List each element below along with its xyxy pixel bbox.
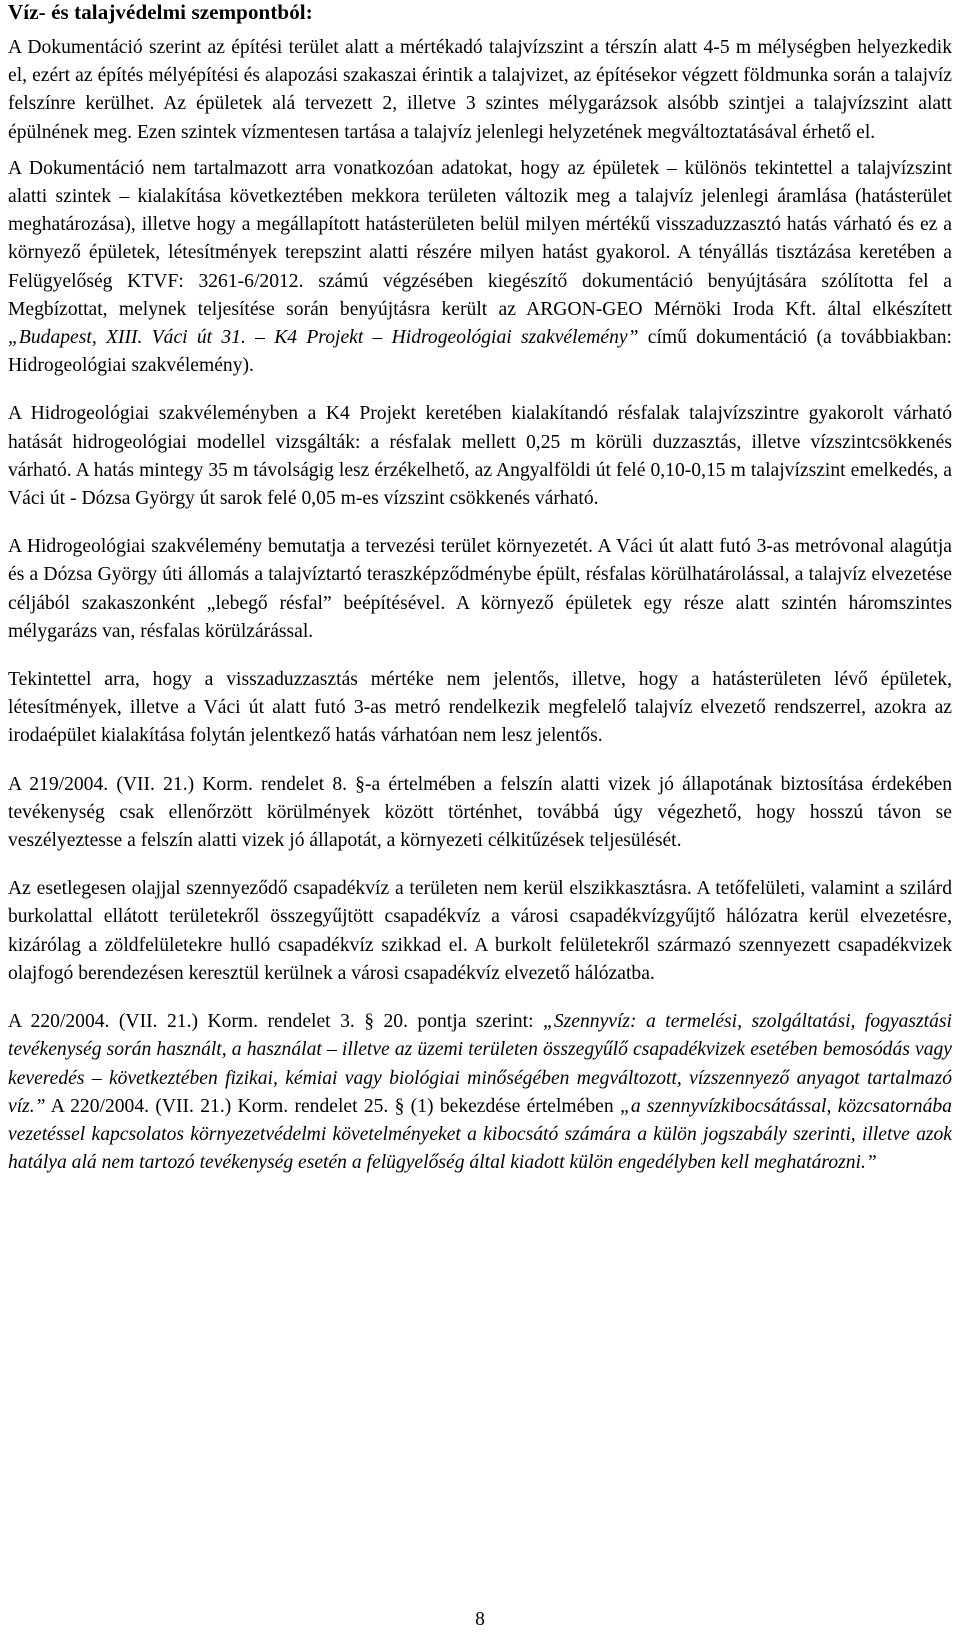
paragraph-groundwater-level: A Dokumentáció szerint az építési terület alatt a mértékadó talajvízszint a térszín alatt 4-5 m mélységben helyezkedik el, ezért az építés mélyépítési és alapozási szakaszai érintik a talajvizet, az építésekor végzett földmunka során a talajvíz felszínre kerülhet. Az épületek alá tervezett 2, illetve 3 szintes mélygarázsok alsóbb szintjei a talajvízszint alatt épülnének meg. Ezen szintek vízmentesen tartása a talajvíz jelenlegi helyzetének megváltoztatásával érhető el. — [8, 37, 952, 143]
definition-quote-italic: „Szennyvíz: a termelési, szolgáltatási, fogyasztási tevékenység során használt, a használat – illetve az üzemi területen összegyűlő csapadékvizek esetében bemosódás vagy keveredés – következtében fizikai, kémiai vagy biológiai minőségében megváltozott, vízszennyező anyagot tartalmazó víz.” — [8, 1011, 952, 1117]
paragraph-text: A 220/2004. (VII. 21.) Korm. rendelet 3. § 20. pontja szerint: — [8, 1011, 543, 1033]
document-title-italic: „Budapest, XIII. Váci út 31. – K4 Projekt – Hidrogeológiai szakvélemény” — [8, 327, 639, 349]
paragraph-hydrogeology-model: A Hidrogeológiai szakvéleményben a K4 Projekt keretében kialakítandó résfalak talajvízszintre gyakorolt várható hatását hidrogeológiai modellel vizsgálták: a résfalak mellett 0,25 m körüli duzzasztás, illetve vízszintcsökkenés várható. A hatás mintegy 35 m távolságig lesz érzékelhető, az Angyalföldi út felé 0,10-0,15 m talajvízszint emelkedés, a Váci út - Dózsa György út sarok felé 0,05 m-es vízszint csökkenés várható. — [8, 403, 952, 510]
page-number: 8 — [475, 1609, 485, 1630]
document-page — [8, 0, 952, 1188]
paragraph-regulation-219: A 219/2004. (VII. 21.) Korm. rendelet 8. §-a értelmében a felszín alatti vizek jó állapotának biztosítása érdekében tevékenység csak ellenőrzött körülmények között történhet, továbbá úgy végezhető, hogy hosszú távon se veszélyeztesse a felszín alatti vizek jó állapotát, a környezeti célkitűzések teljesülését. — [8, 773, 952, 852]
paragraph-environment: A Hidrogeológiai szakvélemény bemutatja a tervezési terület környezetét. A Váci út alatt futó 3-as metróvonal alagútja és a Dózsa György úti állomás a talajvíztartó teraszképződménybe épült, résfalas körülhatárolással, a talajvíz elvezetése céljából szakaszonként „lebegő résfal” beépítésével. A környező épületek egy része alatt szintén háromszintes mélygarázs van, résfalas körülzárással. — [8, 536, 952, 642]
paragraph-text: A Dokumentáció nem tartalmazott arra vonatkozóan adatokat, hogy az épületek – különös tekintettel a talajvízszint alatti szintek – kialakítása következtében mekkora területen változik meg a talajvíz jelenlegi áramlása (hatásterület meghatározása), illetve hogy a megállapított hatásterületen belül milyen mértékű visszaduzzasztó hatás várható és ez a környező épületek, létesítmények terepszint alatti részére milyen hatást gyakorol. A tényállás tisztázása keretében a Felügyelőség KTVF: 3261-6/2012. számú végzésében kiegészítő dokumentáció benyújtására szólította fel a Megbízottat, melynek teljesítése során benyújtásra került az ARGON-GEO Mérnöki Iroda Kft. által elkészített — [8, 157, 952, 320]
paragraph-regulation-220 — [8, 1008, 952, 1177]
paragraph-conclusion: Tekintettel arra, hogy a visszaduzzasztás mértéke nem jelentős, illetve, hogy a hatásterületen lévő épületek, létesítmények, illetve a Váci út alatt futó 3-as metró rendelkezik megfelelő talajvíz elvezető rendszerrel, azokra az irodaépület kialakítása folytán jelentkező hatás várhatóan nem lesz jelentős. — [8, 669, 952, 747]
paragraph-stormwater: Az esetlegesen olajjal szennyeződő csapadékvíz a területen nem kerül elszikkasztásra. A tetőfelületi, valamint a szilárd burkolattal ellátott területekről összegyűjtött csapadékvíz a városi csapadékvízgyűjtő hálózatra kerül elvezetésre, kizárólag a zöldfelületekre hulló csapadékvíz szikkad el. A burkolt felületekről származó szennyezett csapadékvizek olajfogó berendezésen keresztül kerülnek a városi csapadékvíz elvezető hálózatba. — [8, 878, 952, 984]
paragraph-missing-data — [8, 155, 952, 381]
paragraph-text: című dokumentáció (a továbbiakban: Hidrogeológiai szakvélemény). — [8, 327, 952, 377]
section-heading: Víz- és talajvédelmi szempontból: — [8, 0, 313, 24]
paragraph-text: A 220/2004. (VII. 21.) Korm. rendelet 25. § (1) bekezdése értelmében — [45, 1095, 620, 1117]
requirement-quote-italic: „a szennyvízkibocsátással, közcsatornába vezetéssel kapcsolatos környezetvédelmi követelményeket a kibocsátó számára a külön jogszabály szerinti, illetve azok hatálya alá nem tartozó tevékenység esetén a felügyelőség által kiadott külön engedélyben kell meghatározni.” — [8, 1095, 952, 1174]
